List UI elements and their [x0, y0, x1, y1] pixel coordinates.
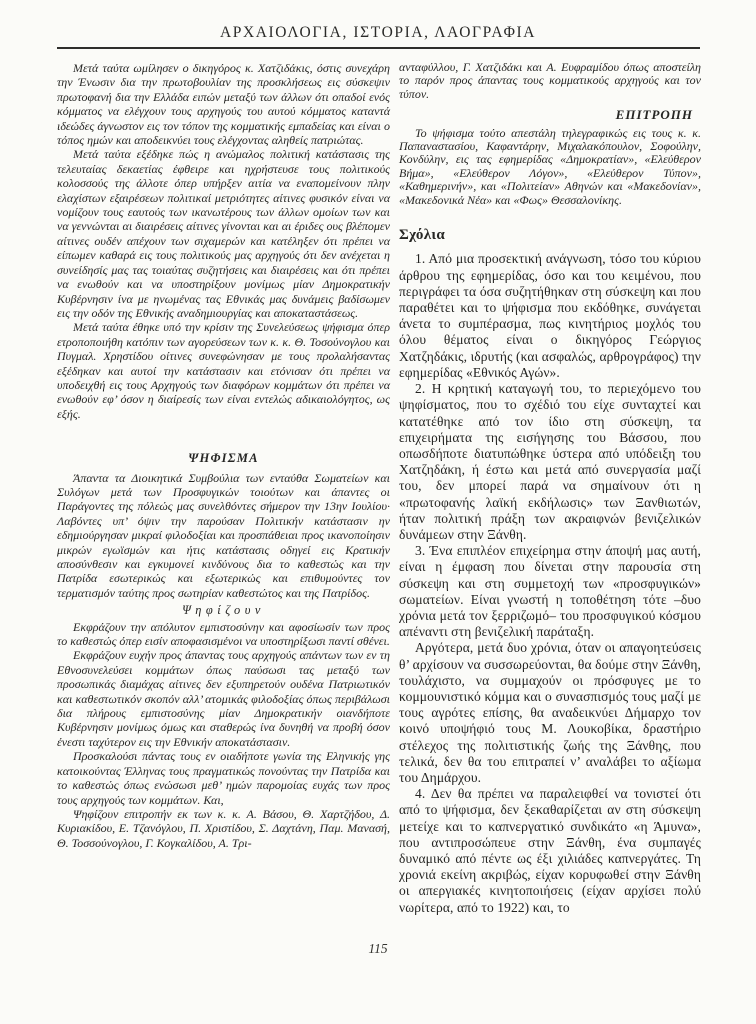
resolution-item: Εκφράζουν την απόλυτον εμπιστοσύνην και αφοσίωσίν των προς το καθεστώς όπερ εισίν αποφασισμένοι να υποστηρίξωσι παντί σθένει. [57, 619, 390, 649]
paragraph: Μετά ταύτα εξέδηκε πώς η ανώμαλος πολιτική κατάστασις της τελευταίας δεκαετίας έφθειρε και ηχρήστευσε τους πολιτικούς κολοσσούς της άλλοτε όπερ υπήρξεν αιτία να εναπομείνουν πλην ελαχίστων εξαιρέσεων πολιτικαί μετριότητες αίτινες φυσικόν είναι να νομίζουν τους εαυτούς των ικανωτέρους των άλλων ομοίων των και να γεννώνται αι διαιρέσεις αίτινες γίνονται και αι έριδες ους βλέπομεν αίτινες ουδέν απέχουν των σιχαμερών και κατέληξεν ότι πρέπει να είπωμεν καθαρά εις τους πολιτικούς μας αρχηγούς ότι δεν ανέχεται η συνείδησίς μας τας τοιαύτας συζητήσεις και διαιρέσεις και ότι πρέπει να ενωθούν και να υποστηρίξουν μονίμως μίαν Δημοκρατικήν Κυβέρνησιν ίνα με ηνωμένας τας Εθνικάς μας δυνάμεις βαδίσωμεν εις την οδόν της Εθνικής αναδημιουργίας και αποκαταστάσεως. [57, 147, 390, 320]
comment-item: Αργότερα, μετά δυο χρόνια, όταν οι απαγοητεύσεις θ’ αρχίσουν να συσσωρεύονται, θα δούμε στην Ξάνθη, τουλάχιστο, να συμμαχούν οι πρόσφυγες με το κομμουνιστικό κόμμα και ο συνασπισμός τους μαζί με τους αγρότες επίσης, θα αναδεικνύει Δήμαρχο τον κοινό υποψήφιό τους Μ. Λουκοβίκα, δραστήριο στέλεχος της πολιτιστικής ζωής της Ξάνθης, που τελικά, δεν θα του επιτραπεί ν’ αναλάβει το αξίωμα του Δημάρχου. [399, 640, 701, 785]
right-column [399, 61, 701, 916]
resolution-item: Εκφράζουν ευχήν προς άπαντας τους αρχηγούς απάντων των εν τη Εθνοσυνελεύσει κομμάτων όπως παύσωσι τας μεταξύ των προσωπικάς διαμάχας αίτινες δεν εξυπηρετούν ουδένα Πατριωτικόν και καθεστωτικόν σκοπόν αλλ’ ατομικάς φιλοδοξίας όπως περιβάλωσι δια πλήρους εμπιστοσύνης μίαν Δημοκρατικήν οιανδήποτε Κυβέρνησιν μονίμως όμως και σταθερώς ίνα δυνηθή να προβή όσον ένεστι ταχύτερον εις την Εθνικήν αποκατάστασιν. [57, 648, 390, 749]
comment-item: 1. Από μια προσεκτική ανάγνωση, τόσο του κύριου άρθρου της εφημερίδας, όσο και του κειμένου, που περιγράφει τα όσα συζητήθηκαν στη σύσκεψη και που παραθέτει και το ψήφισμα που εκδόθηκε, συνάγεται άνετα το συμπέρασμα, πως κινητήριος μοχλός του όλου θέματος είναι ο δικηγόρος Γεώργιος Χατζηδάκις, ιδρυτής (και ασφαλώς, αρθρογράφος) την εφημερίδας «Εθνικός Αγών». [399, 251, 701, 380]
comment-item: 4. Δεν θα πρέπει να παραλειφθεί να τονιστεί ότι από το ψήφισμα, δεν ξεκαθαρίζεται αν στη σύσκεψη μετείχε και το καπνεργατικό συνδικάτο «η Άμυνα», που αντιπροσώπευε στην Ξάνθη, ένα συμπαγές δυναμικό από πέντε ως έξι χιλιάδες καπνεργάτες. Τη χρονιά εκείνη ακριβώς, είχαν κορυφωθεί στην Ξάνθη οι απεργιακές κινητοποιήσεις (είχαν αρχίσει πολύ νωρίτερα, από το 1922) και, το [399, 786, 701, 915]
resolution-item: Προσκαλούσι πάντας τους εν οιαδήποτε γωνία της Εληνικής γης κατοικούντας Έλληνας τους πραγματικώς πονούντας την Πατρίδα και το καθεστώς όπως ενώσωσι μεθ’ ημών παρομοίας ευχάς των προς τους αρχηγούς των κομμάτων. Και, [57, 749, 390, 807]
paragraph: Μετά ταύτα έθηκε υπό την κρίσιν της Συνελεύσεως ψήφισμα όπερ ετροποποιήθη κατόπιν των αγορεύσεων των κ. κ. Θ. Τοσούνογλου και Πυγμαλ. Χρηστίδου οίτινες συνεφώνησαν με τους προλαλήσαντας εξέδηκαν και αυτοί την κατάστασιν και ετόνισαν ότι πρέπει να υποδειχθή εις τους Αρχηγούς των διαφόρων κομμάτων ότι πρέπει να ενωθούν εφ’ όσον η διαίρεσίς των είναι εντελώς αδικαιολόγητος, ως εξής. [57, 320, 390, 421]
telegram-paragraph: Το ψήφισμα τούτο απεστάλη τηλεγραφικώς εις τους κ. κ. Παπαναστασίου, Καφαντάρην, Μιχαλακόπουλον, Σοφούλην, Κονδύλην, εις τας εφημερίδας «Δημοκρατίαν», «Ελεύθερον Βήμα», «Ελεύθερον Λόγον», «Ελεύθερον Τύπον», «Καθημερινήν», και «Πολιτείαν» Αθηνών και «Μακεδονίαν», «Μακεδονικά Νέα» και «Φως» Θεσσαλονίκης. [399, 125, 701, 207]
continuation-paragraph: ανταφύλλου, Γ. Χατζιδάκι και Α. Ευφραμίδου όπως αποστείλη το παρόν προς άπαντας τους κομματικούς αρχηγούς και τον τύπον. [399, 60, 701, 101]
header-rule [57, 47, 700, 49]
vote-heading: Ψηφίζουν [182, 603, 265, 618]
left-column [57, 61, 390, 850]
resolution-title: ΨΗΦΙΣΜΑ [188, 451, 259, 466]
comments-title: Σχόλια [399, 227, 445, 244]
resolution-item: Ψηφίζουν επιτροπήν εκ των κ. κ. Α. Βάσου, Θ. Χαρτζήδου, Δ. Κυριακίδου, Ε. Τζανόγλου, Π. Χριστίδου, Σ. Δαχτάνη, Παμ. Μανασή, Θ. Τοσσούνογλου, Γ. Κογκαλίδου, Α. Τρι- [57, 806, 390, 850]
comment-item: 3. Ένα επιπλέον επιχείρημα στην άποψή μας αυτή, είναι η έμφαση που δίνεται στην παρουσία στη σύσκεψη και στη συμμετοχή των «προσφυγικών» σωματείων. Είναι γνωστή η τοποθέτηση τότε –δυο χρόνια μετά τον ξερριζωμό– του προσφυγικού κόσμου απέναντι στη βενιζελική παράταξη. [399, 543, 701, 640]
comment-item: 2. Η κρητική καταγωγή του, το περιεχόμενο του ψηφίσματος, που το σχέδιό του είχε συνταχτεί και κατατέθηκε από τον ίδιο στη σύσκεψη, τα επιχειρήματα της εισήγησης του Βάσσου, που οπωσδήποτε διατυπώθηκε ύστερα από υπόδειξη του Χατζηδάκη, ή έστω και μετά από συνεργασία μαζί του, δεν μπορεί παρά να σημαίνουν ότι η «πρωτοφανής λαϊκή εκδήλωσις» των Ξανθιωτών, ήταν πολιτική πράξη των ακραιφνών βενιζελικών δυνάμεων στην Ξάνθη. [399, 381, 701, 542]
committee-signature: ΕΠΙΤΡΟΠΗ [615, 107, 693, 123]
paragraph: Μετά ταύτα ωμίλησεν ο δικηγόρος κ. Χατζιδάκις, όστις συνεχάρη την Ένωσιν δια την πρωτοβουλίαν της προσκλήσεως εις σύσκεψιν πρωτοφανή δια την Ελλάδα ειπών μεταξύ των άλλων ότι οπαδοί ενός κόμματος να ελέγχουν τους αρχηγούς του αυτού κόμματος καταντά ιδεώδες άγνωστον εις τον τόπον της κομματικής εμπαδείας και είναι ο τόπος ημών και αποδεικνύει τους ελέγχοντας αληθείς πατριώτας. [57, 61, 390, 148]
page-number: 115 [368, 941, 388, 956]
page-header-title: ΑΡΧΑΙΟΛΟΓΙΑ, ΙΣΤΟΡΙΑ, ΛΑΟΓΡΑΦΙΑ [219, 24, 537, 41]
resolution-intro: Άπαντα τα Διοικητικά Συμβούλια των ενταύθα Σωματείων και Συλόγων μετά των Προσφυγικών τοιούτων και άπαντες οι Παράγοντες της πόλεώς μας συνελθόντες σήμερον την 13ην Ιουλίου· Λαβόντες υπ’ όψιν την παρούσαν Πολιτικήν κατάστασιν ην εδημιούργησαν μικραί φιλοδοξίαι και προσπάθειαι προς ικανοποίησιν μικρών εγωϊσμών και ήτις κατάστασις οδηγεί εις Κρατικήν αποσύνθεσιν και εγκυμονεί κινδύνους δια το καθεστώς και την Πατρίδα εσωτερικώς και εξωτερικώς και επιθυμούντες τον τερματισμόν ταύτης προς σωτηρίαν καθεστώτος και της Πατρίδος. [57, 470, 390, 600]
